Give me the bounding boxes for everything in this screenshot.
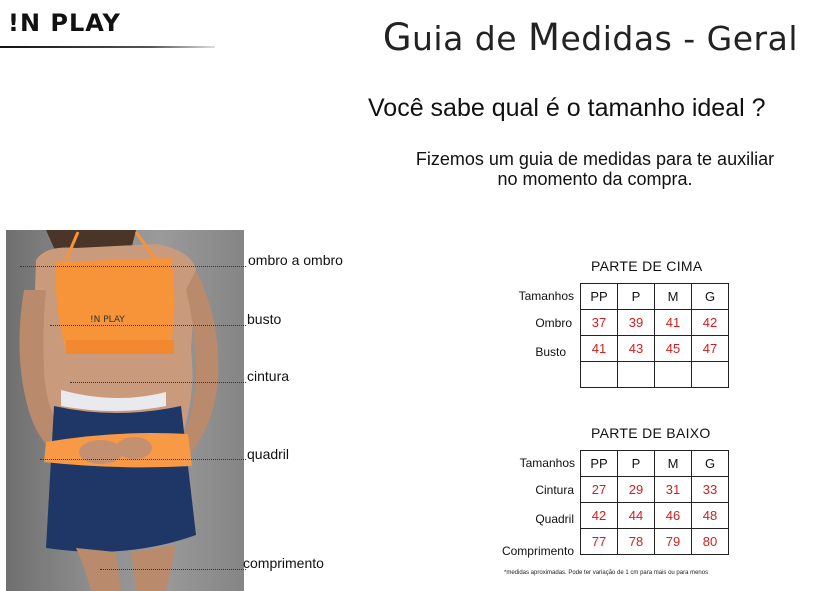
left-hand xyxy=(79,440,123,464)
right-leg xyxy=(131,545,176,591)
title-part-1: uia de xyxy=(412,19,529,58)
label-bust: busto xyxy=(247,311,282,327)
top-row-label-ombro: Ombro xyxy=(535,316,572,330)
navy-skirt xyxy=(46,406,196,552)
label-shoulder: ombro a ombro xyxy=(248,252,343,268)
logo-underline xyxy=(0,46,215,48)
table-cell: 31 xyxy=(655,477,692,503)
top-size-table xyxy=(580,283,729,388)
shoulder-measure-line xyxy=(20,266,246,267)
bust-measure-line xyxy=(50,325,246,326)
brand-logo: !N PLAY xyxy=(8,9,121,37)
table-row xyxy=(581,529,729,555)
bottom-row-label-cintura: Cintura xyxy=(535,483,574,497)
size-header: M xyxy=(655,451,692,477)
table-row xyxy=(581,503,729,529)
table-cell: 43 xyxy=(618,336,655,362)
table-cell xyxy=(618,362,655,388)
table-cell: 45 xyxy=(655,336,692,362)
top-size-label: Tamanhos xyxy=(518,289,574,303)
bottom-size-label: Tamanhos xyxy=(519,456,575,470)
size-question: Você sabe qual é o tamanho ideal ? xyxy=(368,94,766,122)
title-part-2: edidas - Geral xyxy=(560,19,798,58)
table-cell: 33 xyxy=(692,477,729,503)
table-cell xyxy=(655,362,692,388)
table-cell: 42 xyxy=(692,310,729,336)
table-row xyxy=(581,477,729,503)
table-cell: 79 xyxy=(655,529,692,555)
table-cell: 47 xyxy=(692,336,729,362)
size-header: PP xyxy=(581,284,618,310)
right-hand xyxy=(116,437,152,459)
table-row xyxy=(581,310,729,336)
size-header: G xyxy=(692,451,729,477)
label-hip: quadril xyxy=(247,446,290,462)
top-table-title: PARTE DE CIMA xyxy=(591,258,703,274)
table-row xyxy=(581,284,729,310)
table-cell: 44 xyxy=(618,503,655,529)
size-header: P xyxy=(618,451,655,477)
table-row xyxy=(581,362,729,388)
intro-line-2: no momento da compra. xyxy=(497,169,693,189)
table-cell: 46 xyxy=(655,503,692,529)
waist-measure-line xyxy=(70,382,246,383)
table-cell: 77 xyxy=(581,529,618,555)
size-header: PP xyxy=(581,451,618,477)
hip-measure-line xyxy=(40,459,246,460)
table-cell: 42 xyxy=(581,503,618,529)
table-cell: 80 xyxy=(692,529,729,555)
title-initial-m: M xyxy=(528,16,561,59)
title-initial-g: G xyxy=(382,16,412,59)
bottom-row-label-comprimento: Comprimento xyxy=(501,544,574,558)
bottom-table-title: PARTE DE BAIXO xyxy=(591,425,711,441)
bottom-size-table xyxy=(580,450,729,555)
bottom-row-label-quadril: Quadril xyxy=(535,512,574,526)
table-cell: 29 xyxy=(618,477,655,503)
table-cell: 39 xyxy=(618,310,655,336)
top-band xyxy=(66,340,174,354)
table-cell: 37 xyxy=(581,310,618,336)
sports-top xyxy=(56,258,175,353)
table-row xyxy=(581,451,729,477)
intro-text xyxy=(385,149,805,189)
shirt-print: !N PLAY xyxy=(90,315,125,325)
length-measure-line xyxy=(100,569,246,570)
table-cell: 78 xyxy=(618,529,655,555)
table-cell: 41 xyxy=(655,310,692,336)
top-row-label-busto: Busto xyxy=(535,345,566,359)
table-cell xyxy=(581,362,618,388)
table-row xyxy=(581,336,729,362)
intro-line-1: Fizemos um guia de medidas para te auxiliar xyxy=(415,149,775,169)
page-title xyxy=(383,16,798,59)
table-cell: 41 xyxy=(581,336,618,362)
footnote: *medidas aproximadas. Pode ter variação de 1 cm para mais ou para menos xyxy=(504,570,709,576)
table-cell: 27 xyxy=(581,477,618,503)
size-header: M xyxy=(655,284,692,310)
table-cell xyxy=(692,362,729,388)
model-photo xyxy=(6,230,244,591)
label-waist: cintura xyxy=(247,368,290,384)
size-header: P xyxy=(618,284,655,310)
table-cell: 48 xyxy=(692,503,729,529)
model-illustration xyxy=(6,230,244,591)
size-header: G xyxy=(692,284,729,310)
label-length: comprimento xyxy=(243,555,324,571)
